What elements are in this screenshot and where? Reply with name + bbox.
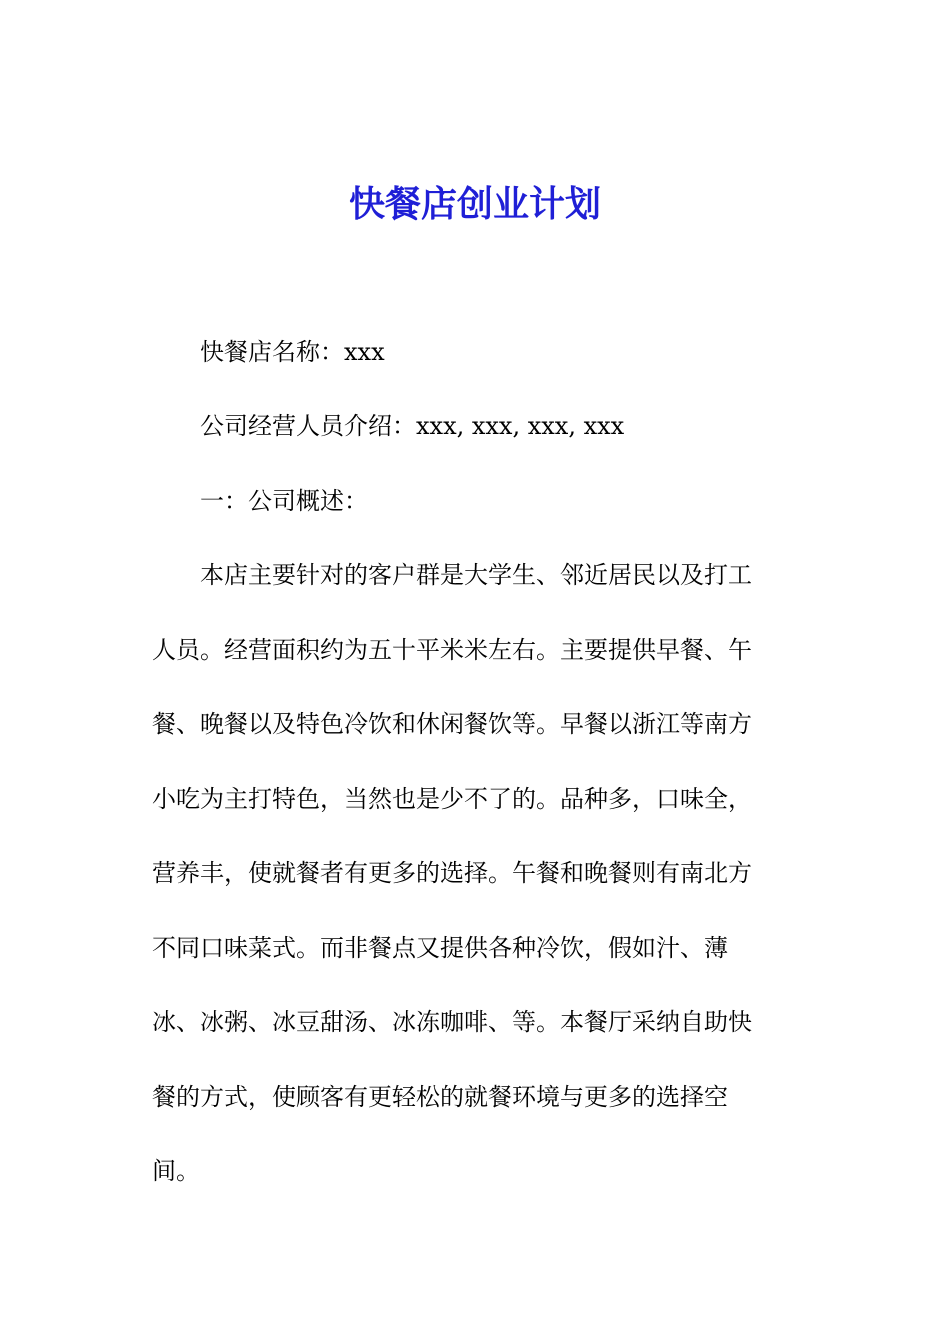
paragraph-line: 餐的方式，使顾客有更轻松的就餐环境与更多的选择空	[152, 1083, 728, 1111]
paragraph-line: 餐、晚餐以及特色冷饮和休闲餐饮等。早餐以浙江等南方	[152, 710, 752, 738]
paragraph-line: 冰、冰粥、冰豆甜汤、冰冻咖啡、等。本餐厅采纳自助快	[152, 1008, 752, 1036]
paragraph-line: 营养丰，使就餐者有更多的选择。午餐和晚餐则有南北方	[152, 859, 752, 887]
paragraph-line: 间。	[152, 1157, 200, 1185]
shop-name-line: 快餐店名称：xxx	[200, 338, 385, 366]
paragraph-line: 人员。经营面积约为五十平米米左右。主要提供早餐、午	[152, 636, 752, 664]
section-heading: 一：公司概述：	[200, 487, 368, 515]
paragraph-line: 本店主要针对的客户群是大学生、邻近居民以及打工	[200, 561, 752, 589]
document-title: 快餐店创业计划	[348, 183, 601, 225]
staff-intro-line: 公司经营人员介绍：xxx, xxx, xxx, xxx	[200, 412, 625, 440]
paragraph-line: 小吃为主打特色，当然也是少不了的。品种多，口味全，	[152, 785, 752, 813]
paragraph-line: 不同口味菜式。而非餐点又提供各种冷饮，假如汁、薄	[152, 934, 728, 962]
